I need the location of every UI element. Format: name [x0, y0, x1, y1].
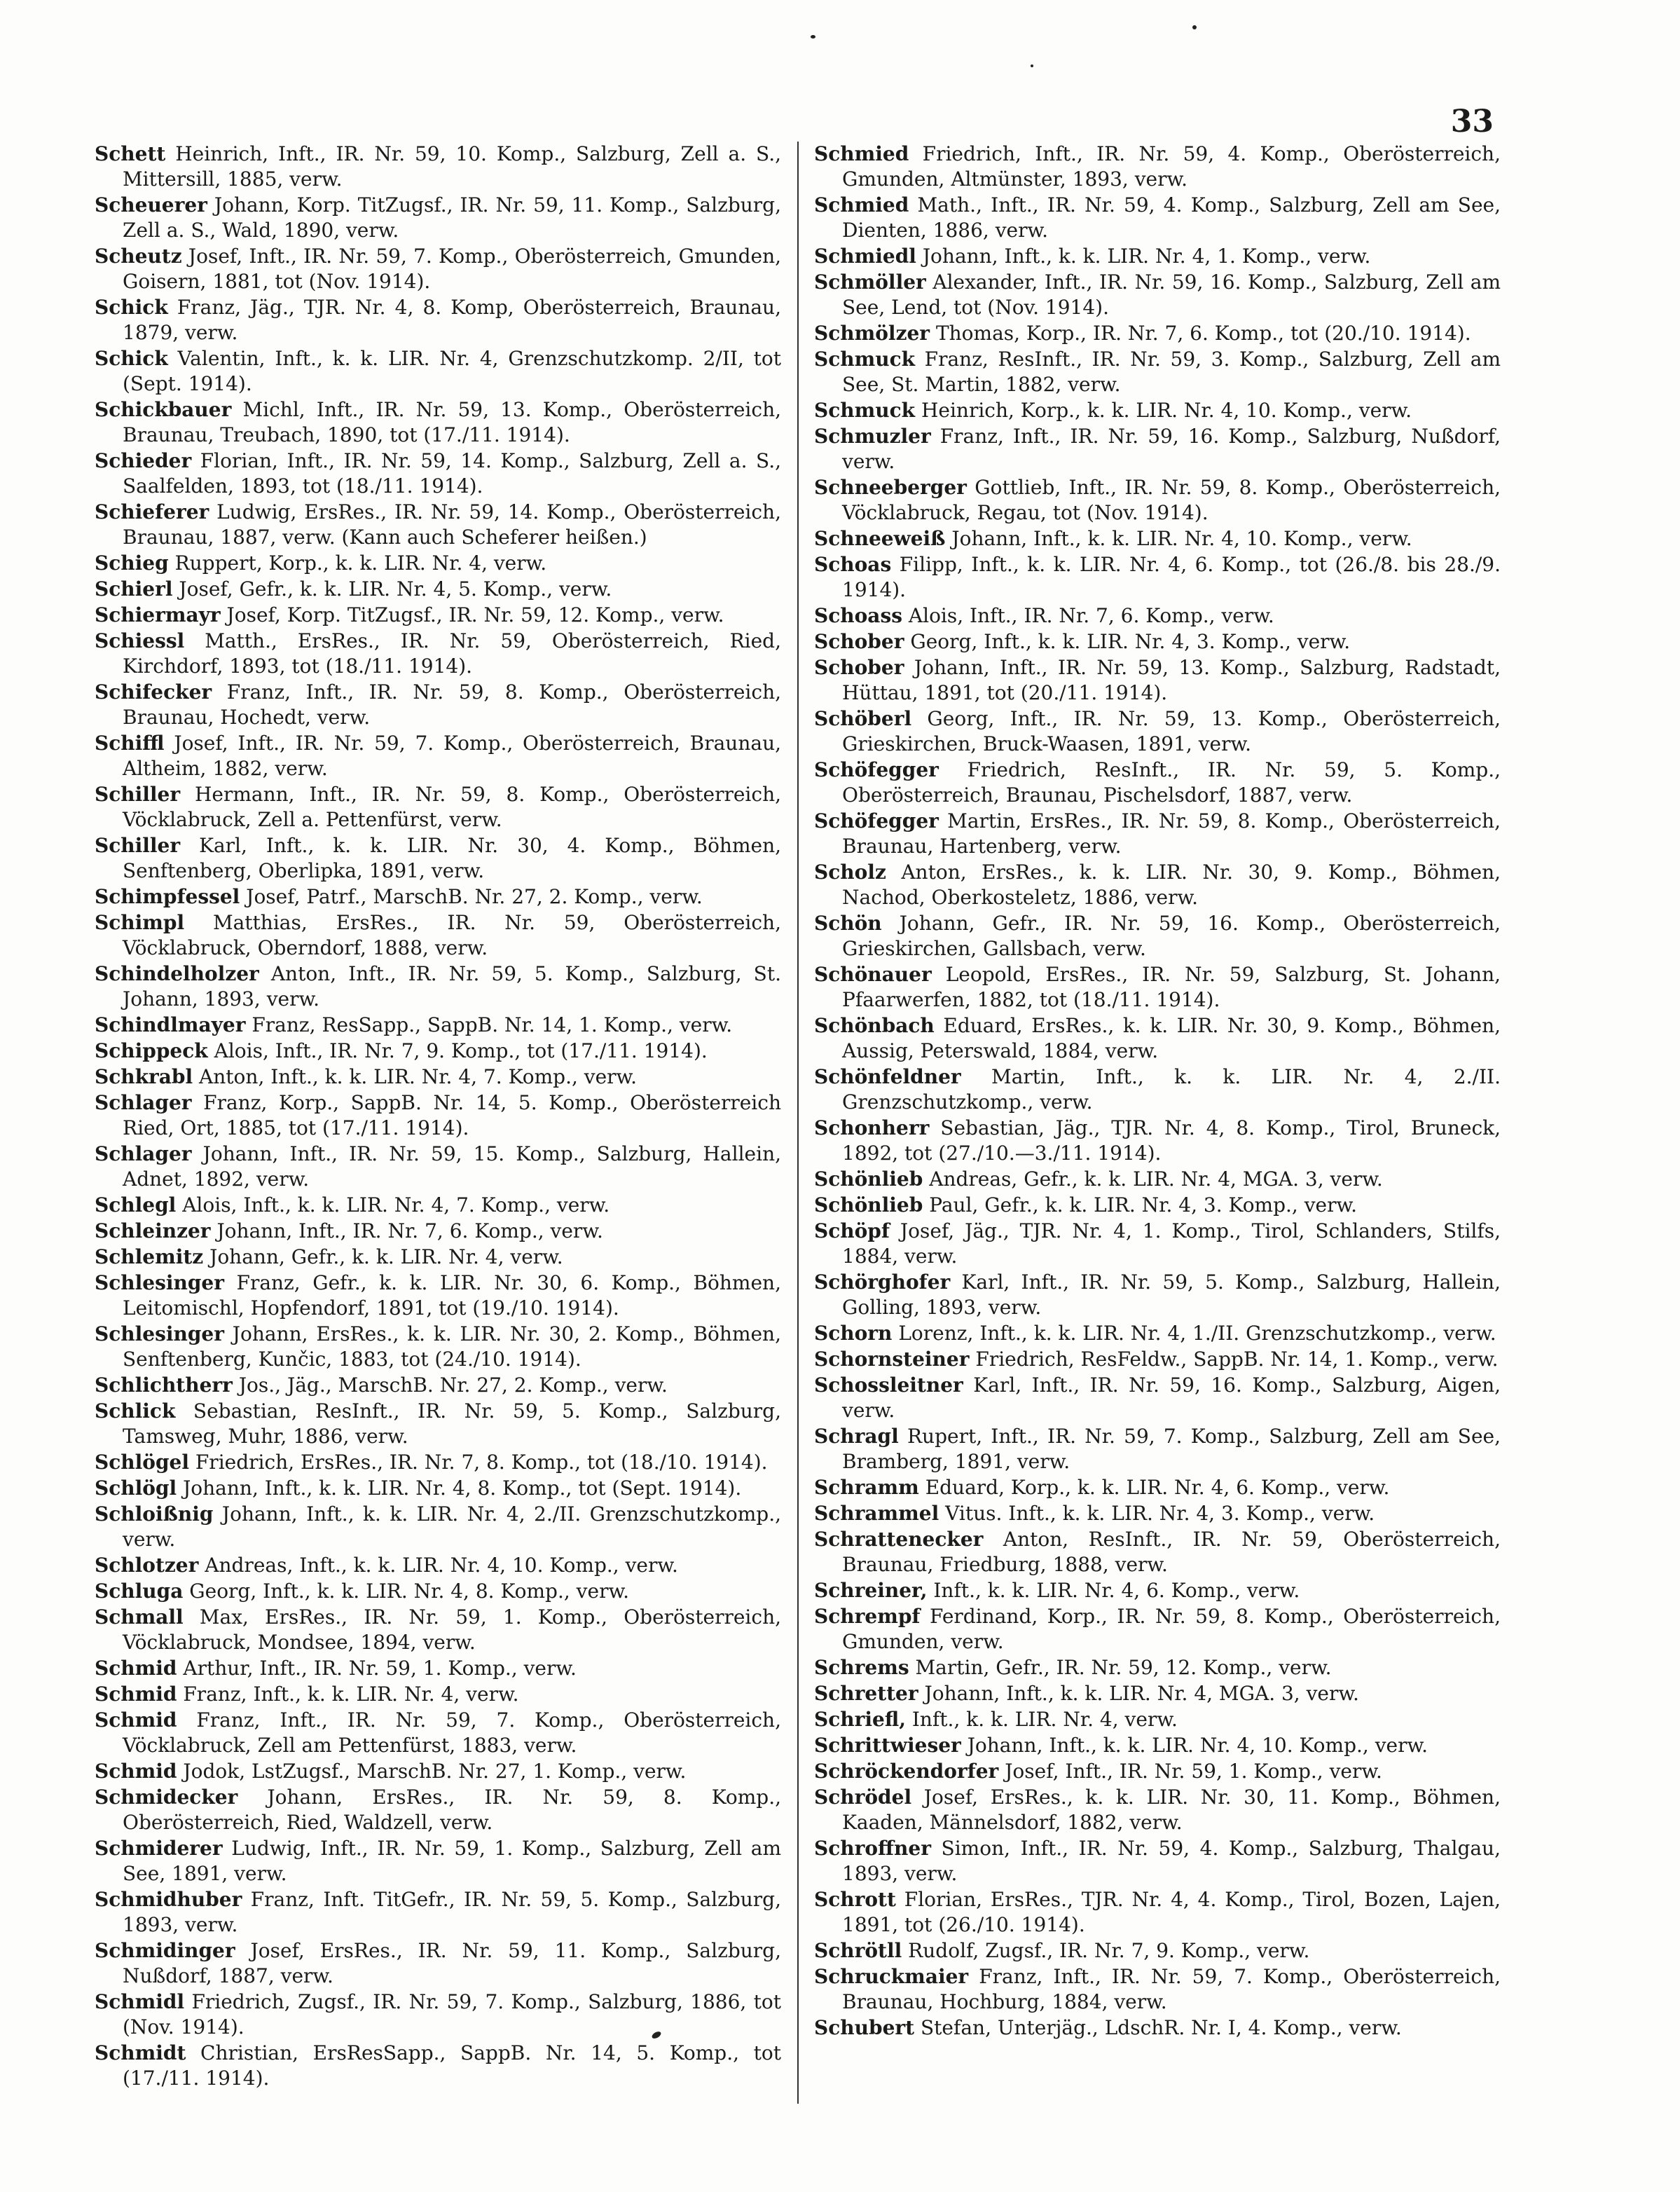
entry-surname: Schlotzer: [95, 1554, 199, 1577]
entry-surname: Schlögl: [95, 1477, 177, 1500]
entry-details: Franz, Inft. TitGefr., IR. Nr. 59, 5. Komp., Salzburg, 1893, verw.: [123, 1888, 782, 1936]
entry-surname: Schörghofer: [814, 1270, 951, 1294]
entry-surname: Schlager: [95, 1142, 192, 1165]
entry-details: Stefan, Unterjäg., LdschR. Nr. I, 4. Komp., verw.: [920, 2016, 1402, 2039]
entry-surname: Schick: [95, 296, 168, 319]
entry-surname: Schroffner: [814, 1837, 931, 1860]
entry: [814, 1193, 1501, 1218]
entry: [95, 1142, 781, 1192]
entry-details: Johann, Inft., k. k. LIR. Nr. 4, 1. Komp., verw.: [922, 245, 1371, 268]
entry-surname: Schöfegger: [814, 809, 939, 833]
entry-surname: Schoas: [814, 553, 892, 576]
entry: [814, 1270, 1501, 1320]
entry-details: Johann, ErsRes., k. k. LIR. Nr. 30, 2. Komp., Böhmen, Senftenberg, Kunčic, 1883, tot (24./10. 1914).: [123, 1322, 781, 1371]
entry-details: Franz, ResSapp., SappB. Nr. 14, 1. Komp., verw.: [252, 1013, 733, 1036]
entry-surname: Schmid: [95, 1657, 177, 1680]
entry-surname: Schluga: [95, 1580, 184, 1603]
entry-surname: Schippeck: [95, 1039, 208, 1062]
entry: [814, 1527, 1501, 1577]
entry-details: Johann, Gefr., IR. Nr. 59, 16. Komp., Oberösterreich, Grieskirchen, Gallsbach, verw.: [842, 912, 1501, 960]
entry: [95, 961, 781, 1012]
entry: [814, 1373, 1501, 1423]
entry-surname: Schönlieb: [814, 1167, 923, 1191]
entry-surname: Schloißnig: [95, 1502, 214, 1526]
entry-details: Friedrich, ResInft., IR. Nr. 59, 5. Komp., Oberösterreich, Braunau, Pischelsdorf, 1887, verw.: [842, 758, 1501, 807]
entry-surname: Schober: [814, 656, 904, 679]
entry-surname: Schindelholzer: [95, 962, 259, 985]
entry-surname: Schett: [95, 142, 166, 165]
entry-surname: Schubert: [814, 2016, 915, 2039]
entry: [814, 321, 1501, 346]
entry-surname: Schramm: [814, 1476, 919, 1499]
entry-details: Franz, Jäg., TJR. Nr. 4, 8. Komp, Oberösterreich, Braunau, 1879, verw.: [123, 296, 781, 344]
entry: [95, 244, 781, 294]
entry: [814, 1347, 1501, 1372]
entry-details: Ludwig, ErsRes., IR. Nr. 59, 14. Komp., Oberösterreich, Braunau, 1887, verw. (Kann auch Scheferer heißen.): [123, 500, 781, 549]
entry-details: Rudolf, Zugsf., IR. Nr. 7, 9. Komp., verw.: [908, 1939, 1310, 1962]
entry-details: Jos., Jäg., MarschB. Nr. 27, 2. Komp., verw.: [238, 1374, 668, 1397]
entry-surname: Schöpf: [814, 1219, 890, 1242]
entry-details: Heinrich, Korp., k. k. LIR. Nr. 4, 10. Komp., verw.: [921, 399, 1412, 422]
entry: [95, 603, 781, 628]
entry: [814, 1938, 1501, 1964]
entry-surname: Schick: [95, 347, 168, 370]
entry-surname: Schrödel: [814, 1786, 912, 1809]
entry: [95, 577, 781, 602]
entry-surname: Schober: [814, 630, 904, 653]
entry-surname: Schneeweiß: [814, 527, 946, 550]
entry-surname: Schlegl: [95, 1193, 177, 1217]
entry-surname: Schiller: [95, 834, 181, 857]
entry-details: Alois, Inft., k. k. LIR. Nr. 4, 7. Komp., verw.: [182, 1193, 610, 1217]
entry: [814, 244, 1501, 269]
entry: [814, 1475, 1501, 1500]
entry: [814, 142, 1501, 192]
entry-surname: Schrems: [814, 1656, 909, 1679]
entry: [95, 1373, 781, 1398]
entry-details: Lorenz, Inft., k. k. LIR. Nr. 4, 1./II. Grenzschutzkomp., verw.: [898, 1322, 1496, 1345]
entry-details: Josef, Korp. TitZugsf., IR. Nr. 59, 12. Komp., verw.: [226, 603, 724, 626]
entry-details: Ludwig, Inft., IR. Nr. 59, 1. Komp., Salzburg, Zell am See, 1891, verw.: [123, 1837, 781, 1885]
entry-details: Jodok, LstZugsf., MarschB. Nr. 27, 1. Komp., verw.: [183, 1760, 687, 1783]
entry: [95, 1938, 781, 1989]
entry: [814, 1116, 1501, 1166]
entry-details: Franz, Gefr., k. k. LIR. Nr. 30, 6. Komp., Böhmen, Leitomischl, Hopfendorf, 1891, tot (19./10. 1914).: [123, 1271, 781, 1320]
entry-surname: Schieder: [95, 449, 192, 472]
entry: [95, 397, 781, 448]
entry: [95, 1656, 781, 1681]
entry-details: Josef, Gefr., k. k. LIR. Nr. 4, 5. Komp., verw.: [179, 577, 612, 601]
entry-surname: Schmuck: [814, 348, 916, 371]
entry-surname: Schifecker: [95, 680, 212, 704]
entry-surname: Schragl: [814, 1425, 899, 1448]
entry: [95, 346, 781, 397]
entry: [814, 1578, 1501, 1603]
entry: [95, 1399, 781, 1449]
entry-surname: Schrattenecker: [814, 1528, 984, 1551]
entry-surname: Schorn: [814, 1322, 893, 1345]
entry: [95, 551, 781, 576]
entry: [95, 1708, 781, 1758]
entry: [814, 1836, 1501, 1886]
entry: [814, 1424, 1501, 1474]
entry: [95, 731, 781, 781]
entry: [95, 1502, 781, 1552]
entry-details: Leopold, ErsRes., IR. Nr. 59, Salzburg, St. Johann, Pfaarwerfen, 1882, tot (18./11. 1914).: [842, 963, 1501, 1011]
entry: [814, 1167, 1501, 1192]
entry: [814, 398, 1501, 423]
entry: [95, 1090, 781, 1141]
entry: [95, 1476, 781, 1501]
entry-surname: Schickbauer: [95, 398, 232, 421]
entry-surname: Schmied: [814, 193, 909, 217]
entry-details: Johann, Inft., IR. Nr. 59, 13. Komp., Salzburg, Radstadt, Hüttau, 1891, tot (20./11. 1914).: [842, 656, 1501, 704]
entry-details: Franz, Inft., IR. Nr. 59, 16. Komp., Salzburg, Nußdorf, verw.: [842, 425, 1501, 473]
entry: [814, 962, 1501, 1013]
entry: [95, 680, 781, 730]
entry-surname: Schlick: [95, 1399, 176, 1423]
entry-details: Johann, Gefr., k. k. LIR. Nr. 4, verw.: [209, 1245, 563, 1268]
entry-details: Simon, Inft., IR. Nr. 59, 4. Komp., Salzburg, Thalgau, 1893, verw.: [842, 1837, 1501, 1885]
entry-surname: Schmöller: [814, 270, 926, 294]
entry-surname: Schrempf: [814, 1605, 921, 1628]
entry-surname: Schlager: [95, 1091, 192, 1114]
entry-details: Johann, Inft., k. k. LIR. Nr. 4, MGA. 3, verw.: [924, 1682, 1359, 1705]
entry: [814, 270, 1501, 320]
entry-details: Franz, Inft., IR. Nr. 59, 7. Komp., Oberösterreich, Vöcklabruck, Zell am Pettenfürst, 1883, verw.: [123, 1708, 781, 1757]
entry-details: Anton, Inft., k. k. LIR. Nr. 4, 7. Komp., verw.: [199, 1065, 638, 1088]
entry-details: Franz, Inft., k. k. LIR. Nr. 4, verw.: [183, 1683, 519, 1706]
entry-surname: Schleinzer: [95, 1219, 211, 1242]
entry: [814, 475, 1501, 526]
entry-surname: Schlemitz: [95, 1245, 204, 1268]
entry: [95, 1322, 781, 1372]
entry: [814, 911, 1501, 961]
entry: [814, 758, 1501, 808]
entry: [95, 1887, 781, 1938]
entry: [95, 1605, 781, 1655]
entry-surname: Scheutz: [95, 245, 182, 268]
entry-details: Hermann, Inft., IR. Nr. 59, 8. Komp., Oberösterreich, Vöcklabruck, Zell a. Pettenfürst, verw.: [123, 783, 781, 831]
entry-details: Alois, Inft., IR. Nr. 7, 6. Komp., verw.: [908, 604, 1274, 627]
ink-speck: [1031, 64, 1033, 67]
entry-details: Johann, Korp. TitZugsf., IR. Nr. 59, 11. Komp., Salzburg, Zell a. S., Wald, 1890, verw.: [123, 193, 781, 242]
entry-details: Martin, ErsRes., IR. Nr. 59, 8. Komp., Oberösterreich, Braunau, Hartenberg, verw.: [842, 809, 1501, 858]
entry-details: Josef, Inft., IR. Nr. 59, 7. Komp., Oberösterreich, Gmunden, Goisern, 1881, tot (Nov. 1914).: [123, 245, 781, 293]
entry: [814, 1013, 1501, 1064]
entry-details: Josef, Patrf., MarschB. Nr. 27, 2. Komp., verw.: [246, 885, 703, 908]
entry-details: Ruppert, Korp., k. k. LIR. Nr. 4, verw.: [174, 552, 547, 575]
entry: [814, 1064, 1501, 1115]
entry-details: Michl, Inft., IR. Nr. 59, 13. Komp., Oberösterreich, Braunau, Treubach, 1890, tot (17./11. 1914).: [123, 398, 781, 446]
entry-surname: Schimpfessel: [95, 885, 240, 908]
entry-details: Arthur, Inft., IR. Nr. 59, 1. Komp., verw.: [183, 1657, 577, 1680]
entry-surname: Schmidl: [95, 1990, 185, 2013]
entry: [814, 1887, 1501, 1938]
entry-details: Friedrich, Zugsf., IR. Nr. 59, 7. Komp., Salzburg, 1886, tot (Nov. 1914).: [123, 1990, 781, 2039]
entry-details: Friedrich, ErsRes., IR. Nr. 7, 8. Komp., tot (18./10. 1914).: [195, 1451, 768, 1474]
entry: [814, 1655, 1501, 1680]
entry-surname: Schmid: [95, 1760, 177, 1783]
entry: [814, 1707, 1501, 1732]
entry: [95, 1682, 781, 1707]
left-column: [95, 142, 781, 2092]
entry-details: Martin, Gefr., IR. Nr. 59, 12. Komp., verw.: [915, 1656, 1332, 1679]
entry: [95, 193, 781, 243]
ink-speck: [811, 35, 815, 39]
entry: [814, 1681, 1501, 1706]
entry-surname: Schönauer: [814, 963, 932, 986]
entry-details: Anton, ErsRes., k. k. LIR. Nr. 30, 9. Komp., Böhmen, Nachod, Oberkosteletz, 1886, verw.: [842, 861, 1501, 909]
entry-surname: Schrammel: [814, 1502, 939, 1525]
entry: [814, 1604, 1501, 1655]
entry-details: Martin, Inft., k. k. LIR. Nr. 4, 2./II. Grenzschutzkomp., verw.: [842, 1065, 1501, 1114]
entry: [814, 552, 1501, 603]
entry-surname: Schmidinger: [95, 1939, 235, 1962]
entry-surname: Schmuzler: [814, 425, 931, 448]
entry-surname: Schiller: [95, 783, 181, 806]
entry-surname: Schmid: [95, 1683, 177, 1706]
entry-details: Rupert, Inft., IR. Nr. 59, 7. Komp., Salzburg, Zell am See, Bramberg, 1891, verw.: [842, 1425, 1501, 1473]
entry-surname: Schretter: [814, 1682, 918, 1705]
entry-surname: Schön: [814, 912, 882, 935]
entry-details: Friedrich, Inft., IR. Nr. 59, 4. Komp., Oberösterreich, Gmunden, Altmünster, 1893, verw.: [842, 142, 1501, 191]
entry: [814, 2015, 1501, 2041]
entry-details: Gottlieb, Inft., IR. Nr. 59, 8. Komp., Oberösterreich, Vöcklabruck, Regau, tot (Nov. 1914).: [842, 476, 1501, 524]
entry-surname: Schröckendorfer: [814, 1760, 999, 1783]
entry: [95, 782, 781, 833]
entry: [814, 1501, 1501, 1526]
entry-details: Friedrich, ResFeldw., SappB. Nr. 14, 1. Komp., verw.: [975, 1348, 1499, 1371]
entry-details: Karl, Inft., IR. Nr. 59, 5. Komp., Salzburg, Hallein, Golling, 1893, verw.: [842, 1270, 1501, 1319]
entry-surname: Schmidecker: [95, 1786, 238, 1809]
entry-surname: Schreiner,: [814, 1579, 928, 1602]
entry: [95, 1579, 781, 1604]
entry-surname: Schmiedl: [814, 245, 916, 268]
entry-surname: Schruckmaier: [814, 1965, 969, 1988]
entry-details: Eduard, ErsRes., k. k. LIR. Nr. 30, 9. Komp., Böhmen, Aussig, Peterswald, 1884, verw.: [842, 1014, 1501, 1062]
entry: [814, 809, 1501, 859]
entry-details: Anton, Inft., IR. Nr. 59, 5. Komp., Salzburg, St. Johann, 1893, verw.: [123, 962, 782, 1011]
entry: [95, 1270, 781, 1321]
entry: [95, 1759, 781, 1784]
entry-details: Johann, Inft., k. k. LIR. Nr. 4, 8. Komp., tot (Sept. 1914).: [183, 1477, 742, 1500]
entry-details: Andreas, Inft., k. k. LIR. Nr. 4, 10. Komp., verw.: [205, 1554, 678, 1577]
entry-details: Josef, Jäg., TJR. Nr. 4, 1. Komp., Tirol, Schlanders, Stilfs, 1884, verw.: [842, 1219, 1501, 1268]
entry: [95, 500, 781, 550]
entry-surname: Schrittwieser: [814, 1734, 961, 1757]
entry-details: Inft., k. k. LIR. Nr. 4, verw.: [911, 1708, 1178, 1731]
entry-surname: Schmidhuber: [95, 1888, 242, 1911]
entry-surname: Schönbach: [814, 1014, 935, 1037]
entry-details: Christian, ErsResSapp., SappB. Nr. 14, 5. Komp., tot (17./11. 1914).: [123, 2041, 781, 2090]
entry-surname: Schiermayr: [95, 603, 221, 626]
entry: [814, 860, 1501, 910]
entry-details: Franz, ResInft., IR. Nr. 59, 3. Komp., Salzburg, Zell am See, St. Martin, 1882, verw.: [842, 348, 1501, 396]
entry-details: Florian, ErsRes., TJR. Nr. 4, 4. Komp., Tirol, Bozen, Lajen, 1891, tot (26./10. 1914).: [842, 1888, 1501, 1936]
entry-surname: Schmiderer: [95, 1837, 223, 1860]
entry-details: Johann, Inft., IR. Nr. 59, 15. Komp., Salzburg, Hallein, Adnet, 1892, verw.: [123, 1142, 781, 1191]
entry-details: Georg, Inft., k. k. LIR. Nr. 4, 8. Komp., verw.: [189, 1580, 629, 1603]
entry-surname: Schieferer: [95, 500, 209, 523]
entry: [814, 603, 1501, 629]
entry-surname: Schlögel: [95, 1451, 189, 1474]
entry: [95, 1039, 781, 1064]
entry-details: Alexander, Inft., IR. Nr. 59, 16. Komp., Salzburg, Zell am See, Lend, tot (Nov. 1914).: [842, 270, 1501, 319]
entry-surname: Schierl: [95, 577, 173, 601]
entry: [95, 1836, 781, 1886]
entry-surname: Scheuerer: [95, 193, 207, 217]
entry-surname: Schmidt: [95, 2041, 186, 2064]
entry: [814, 1785, 1501, 1835]
entry-details: Paul, Gefr., k. k. LIR. Nr. 4, 3. Komp., verw.: [929, 1193, 1358, 1217]
entry-surname: Schmall: [95, 1605, 184, 1629]
entry-surname: Schrott: [814, 1888, 896, 1911]
entry-surname: Schiffl: [95, 732, 165, 755]
entry: [95, 1013, 781, 1038]
entry-surname: Schmid: [95, 1708, 177, 1732]
entry-details: Johann, Inft., k. k. LIR. Nr. 4, 2./II. Grenzschutzkomp., verw.: [123, 1502, 782, 1551]
entry: [814, 1733, 1501, 1758]
entry-details: Matthias, ErsRes., IR. Nr. 59, Oberösterreich, Vöcklabruck, Oberndorf, 1888, verw.: [123, 911, 781, 959]
entry-surname: Schneeberger: [814, 476, 967, 499]
entry-details: Max, ErsRes., IR. Nr. 59, 1. Komp., Oberösterreich, Vöcklabruck, Mondsee, 1894, verw.: [123, 1605, 781, 1654]
entry-surname: Schlichtherr: [95, 1374, 233, 1397]
entry-details: Math., Inft., IR. Nr. 59, 4. Komp., Salzburg, Zell am See, Dienten, 1886, verw.: [842, 193, 1501, 242]
entry-details: Anton, ResInft., IR. Nr. 59, Oberösterreich, Braunau, Friedburg, 1888, verw.: [842, 1528, 1501, 1576]
entry: [95, 2041, 781, 2091]
entry-surname: Schlesinger: [95, 1271, 224, 1294]
entry-details: Heinrich, Inft., IR. Nr. 59, 10. Komp., Salzburg, Zell a. S., Mittersill, 1885, verw.: [123, 142, 781, 191]
entry-details: Johann, Inft., k. k. LIR. Nr. 4, 10. Komp., verw.: [951, 527, 1412, 550]
entry-details: Andreas, Gefr., k. k. LIR. Nr. 4, MGA. 3, verw.: [929, 1167, 1383, 1191]
entry-details: Karl, Inft., k. k. LIR. Nr. 30, 4. Komp., Böhmen, Senftenberg, Oberlipka, 1891, verw.: [123, 834, 782, 882]
entry-surname: Schieg: [95, 552, 169, 575]
entry: [95, 1193, 781, 1218]
entry-details: Alois, Inft., IR. Nr. 7, 9. Komp., tot (17./11. 1914).: [214, 1039, 708, 1062]
entry: [814, 629, 1501, 655]
entry-surname: Schönfeldner: [814, 1065, 961, 1088]
entry: [814, 706, 1501, 757]
entry-details: Franz, Korp., SappB. Nr. 14, 5. Komp., Oberösterreich Ried, Ort, 1885, tot (17./11. 1914).: [123, 1091, 781, 1139]
entry-surname: Schmölzer: [814, 322, 930, 345]
entry-details: Johann, Inft., k. k. LIR. Nr. 4, 10. Komp., verw.: [967, 1734, 1428, 1757]
entry-details: Karl, Inft., IR. Nr. 59, 16. Komp., Salzburg, Aigen, verw.: [842, 1374, 1501, 1422]
entry-details: Georg, Inft., k. k. LIR. Nr. 4, 3. Komp., verw.: [910, 630, 1351, 653]
entry-surname: Schöfegger: [814, 758, 939, 781]
entry-surname: Schmied: [814, 142, 909, 165]
entry-surname: Schöberl: [814, 707, 912, 730]
entry-details: Matth., ErsRes., IR. Nr. 59, Oberösterreich, Ried, Kirchdorf, 1893, tot (18./11. 1914).: [123, 629, 781, 678]
entry-surname: Schiessl: [95, 629, 185, 652]
entry-surname: Schornsteiner: [814, 1348, 970, 1371]
entry-details: Thomas, Korp., IR. Nr. 7, 6. Komp., tot (20./10. 1914).: [935, 322, 1471, 345]
entry-surname: Schlesinger: [95, 1322, 224, 1345]
entry: [95, 1219, 781, 1244]
entry-details: Josef, Inft., IR. Nr. 59, 7. Komp., Oberösterreich, Braunau, Altheim, 1882, verw.: [123, 732, 782, 780]
entry-surname: Schönlieb: [814, 1193, 923, 1217]
right-column: [814, 142, 1501, 2041]
entry: [95, 142, 781, 192]
entry: [95, 833, 781, 884]
entry-surname: Schriefl,: [814, 1708, 906, 1731]
entry-details: Florian, Inft., IR. Nr. 59, 14. Komp., Salzburg, Zell a. S., Saalfelden, 1893, tot (18./11. 1914).: [123, 449, 781, 498]
entry-surname: Schoass: [814, 604, 902, 627]
entry-details: Inft., k. k. LIR. Nr. 4, 6. Komp., verw.: [933, 1579, 1300, 1602]
entry-details: Ferdinand, Korp., IR. Nr. 59, 8. Komp., Oberösterreich, Gmunden, verw.: [842, 1605, 1501, 1653]
entry: [95, 1064, 781, 1090]
entry-details: Georg, Inft., IR. Nr. 59, 13. Komp., Oberösterreich, Grieskirchen, Bruck-Waasen, 1891, verw.: [842, 707, 1501, 755]
entry: [95, 295, 781, 345]
entry: [95, 629, 781, 679]
entry-details: Sebastian, ResInft., IR. Nr. 59, 5. Komp., Salzburg, Tamsweg, Muhr, 1886, verw.: [123, 1399, 781, 1448]
entry-details: Vitus. Inft., k. k. LIR. Nr. 4, 3. Komp., verw.: [945, 1502, 1375, 1525]
entry-surname: Schonherr: [814, 1116, 930, 1139]
ink-speck: [1192, 25, 1197, 29]
entry-surname: Schrötll: [814, 1939, 902, 1962]
page-number: 33: [1450, 104, 1494, 139]
entry: [814, 526, 1501, 552]
entry: [814, 1759, 1501, 1784]
entry-details: Josef, ErsRes., k. k. LIR. Nr. 30, 11. Komp., Böhmen, Kaaden, Männelsdorf, 1882, verw.: [842, 1786, 1501, 1834]
entry: [814, 1964, 1501, 2015]
entry-details: Valentin, Inft., k. k. LIR. Nr. 4, Grenzschutzkomp. 2/II, tot (Sept. 1914).: [123, 347, 781, 395]
entry-surname: Schossleitner: [814, 1374, 963, 1397]
entry: [814, 424, 1501, 474]
entry-details: Sebastian, Jäg., TJR. Nr. 4, 8. Komp., Tirol, Bruneck, 1892, tot (27./10.—3./11. 1914).: [842, 1116, 1501, 1165]
entry-details: Filipp, Inft., k. k. LIR. Nr. 4, 6. Komp., tot (26./8. bis 28./9. 1914).: [842, 553, 1501, 601]
entry: [95, 1785, 781, 1835]
entry: [95, 1450, 781, 1475]
entry: [814, 347, 1501, 397]
entry: [95, 1989, 781, 2040]
entry-details: Josef, ErsRes., IR. Nr. 59, 11. Komp., Salzburg, Nußdorf, 1887, verw.: [123, 1939, 781, 1987]
column-divider: [797, 142, 799, 2104]
entry: [814, 193, 1501, 243]
entry-surname: Schindlmayer: [95, 1013, 246, 1036]
entry-details: Josef, Inft., IR. Nr. 59, 1. Komp., verw.: [1005, 1760, 1382, 1783]
entry-details: Franz, Inft., IR. Nr. 59, 8. Komp., Oberösterreich, Braunau, Hochedt, verw.: [123, 680, 781, 729]
entry: [814, 655, 1501, 706]
entry-surname: Schmuck: [814, 399, 916, 422]
entry: [95, 1245, 781, 1270]
entry-details: Johann, Inft., IR. Nr. 7, 6. Komp., verw.: [216, 1219, 603, 1242]
entry-surname: Schkrabl: [95, 1065, 193, 1088]
entry-surname: Schimpl: [95, 911, 185, 934]
entry-details: Eduard, Korp., k. k. LIR. Nr. 4, 6. Komp., verw.: [925, 1476, 1390, 1499]
entry: [814, 1321, 1501, 1346]
entry-details: Franz, Inft., IR. Nr. 59, 7. Komp., Oberösterreich, Braunau, Hochburg, 1884, verw.: [842, 1965, 1501, 2013]
entry-surname: Scholz: [814, 861, 886, 884]
entry: [814, 1219, 1501, 1269]
entry: [95, 910, 781, 961]
entry: [95, 1553, 781, 1578]
entry-details: Johann, ErsRes., IR. Nr. 59, 8. Komp., Oberösterreich, Ried, Waldzell, verw.: [123, 1786, 781, 1834]
entry: [95, 884, 781, 910]
entry: [95, 448, 781, 499]
